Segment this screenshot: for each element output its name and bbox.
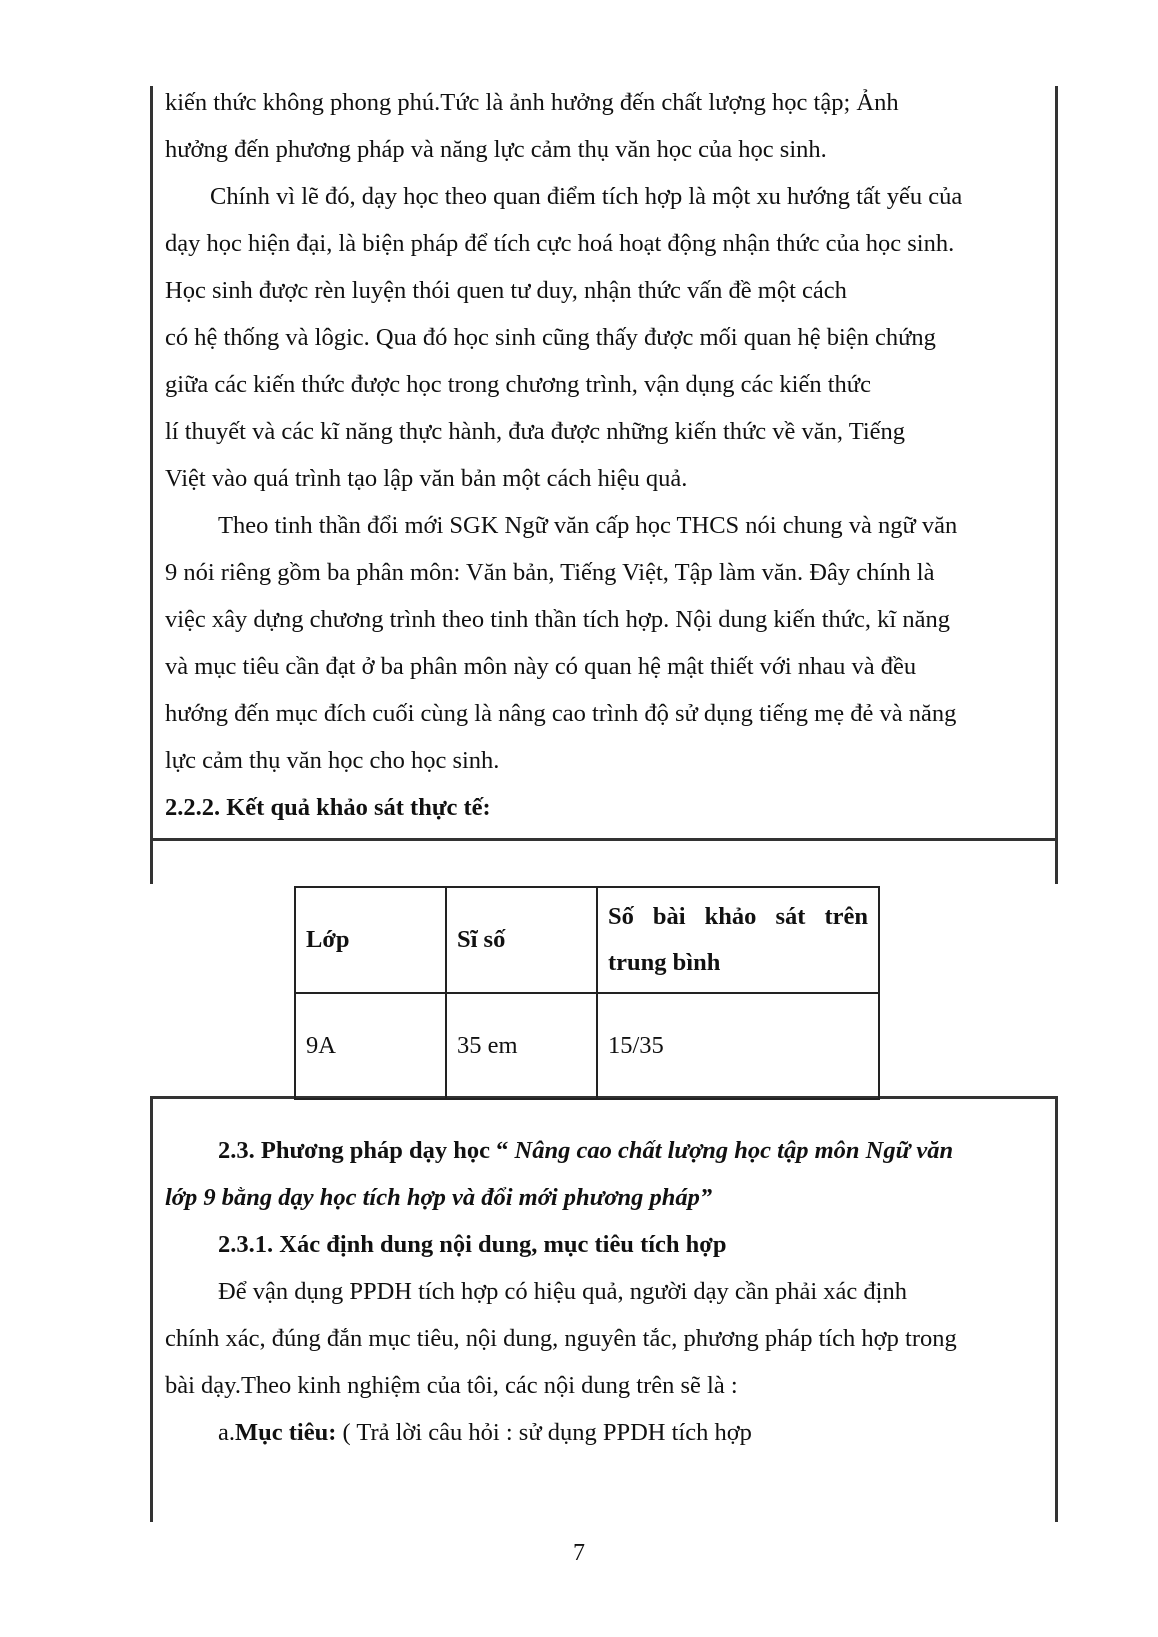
frame-left-border-bottom [150, 1096, 153, 1522]
cell-above-average: 15/35 [597, 993, 879, 1099]
section-heading-2-3-title-cont: lớp 9 bằng dạy học tích hợp và đổi mới phương pháp” [165, 1184, 713, 1211]
frame-right-border-bottom [1055, 1096, 1058, 1522]
body-line: chính xác, đúng đắn mục tiêu, nội dung, nguyên tắc, phương pháp tích hợp trong [165, 1325, 957, 1352]
header-above-average-line2: trung bình [608, 949, 721, 976]
body-line: kiến thức không phong phú.Tức là ảnh hưởng đến chất lượng học tập; Ảnh [165, 89, 899, 116]
frame-right-border-gap [1055, 840, 1058, 884]
body-line: việc xây dựng chương trình theo tinh thần tích hợp. Nội dung kiến thức, kĩ năng [165, 606, 950, 633]
goal-line [218, 1418, 752, 1448]
section-heading-2-3-1: 2.3.1. Xác định dung nội dung, mục tiêu tích hợp [218, 1231, 727, 1258]
header-class: Lớp [295, 887, 446, 993]
section-heading-2-2-2: 2.2.2. Kết quả khảo sát thực tế: [165, 794, 491, 821]
body-line: 9 nói riêng gồm ba phân môn: Văn bản, Tiếng Việt, Tập làm văn. Đây chính là [165, 559, 935, 586]
body-line: giữa các kiến thức được học trong chương trình, vận dụng các kiến thức [165, 371, 871, 398]
body-line: Theo tinh thần đổi mới SGK Ngữ văn cấp học THCS nói chung và ngữ văn [218, 512, 958, 539]
frame-left-border [150, 86, 153, 840]
cell-enrollment: 35 em [446, 993, 597, 1099]
cell-class: 9A [295, 993, 446, 1099]
frame-left-border-gap [150, 840, 153, 884]
frame-divider [150, 838, 1058, 841]
goal-label: Mục tiêu: [235, 1419, 337, 1446]
body-line: hướng đến mục đích cuối cùng là nâng cao trình độ sử dụng tiếng mẹ đẻ và năng [165, 700, 957, 727]
frame-right-border [1055, 86, 1058, 840]
body-line: Để vận dụng PPDH tích hợp có hiệu quả, người dạy cần phải xác định [218, 1278, 907, 1305]
body-line: bài dạy.Theo kinh nghiệm của tôi, các nội dung trên sẽ là : [165, 1372, 738, 1399]
survey-results-table [294, 886, 880, 1100]
body-line: hưởng đến phương pháp và năng lực cảm thụ văn học của học sinh. [165, 136, 827, 163]
section-heading-2-3-prefix: 2.3. Phương pháp dạy học “ [218, 1137, 515, 1164]
body-line: lí thuyết và các kĩ năng thực hành, đưa được những kiến thức về văn, Tiếng [165, 418, 906, 445]
goal-prefix: a. [218, 1419, 235, 1446]
body-line: Việt vào quá trình tạo lập văn bản một cách hiệu quả. [165, 465, 688, 492]
body-line: lực cảm thụ văn học cho học sinh. [165, 747, 500, 774]
table-row [295, 993, 879, 1099]
header-above-average-line1: Số bài khảo sát trên [608, 903, 868, 930]
body-line: và mục tiêu cần đạt ở ba phân môn này có quan hệ mật thiết với nhau và đều [165, 653, 917, 680]
body-line: dạy học hiện đại, là biện pháp để tích cực hoá hoạt động nhận thức của học sinh. [165, 230, 955, 257]
header-enrollment: Sĩ số [446, 887, 597, 993]
body-line: có hệ thống và lôgic. Qua đó học sinh cũng thấy được mối quan hệ biện chứng [165, 324, 936, 351]
table-header-row [295, 887, 879, 993]
section-heading-2-3 [218, 1136, 953, 1166]
goal-text: ( Trả lời câu hỏi : sử dụng PPDH tích hợp [336, 1419, 752, 1446]
page-number: 7 [573, 1540, 585, 1566]
section-heading-2-3-title: Nâng cao chất lượng học tập môn Ngữ văn [514, 1137, 954, 1164]
body-line: Học sinh được rèn luyện thói quen tư duy, nhận thức vấn đề một cách [165, 277, 847, 304]
body-line: Chính vì lẽ đó, dạy học theo quan điểm tích hợp là một xu hướng tất yếu của [210, 183, 963, 210]
header-above-average [597, 887, 879, 993]
